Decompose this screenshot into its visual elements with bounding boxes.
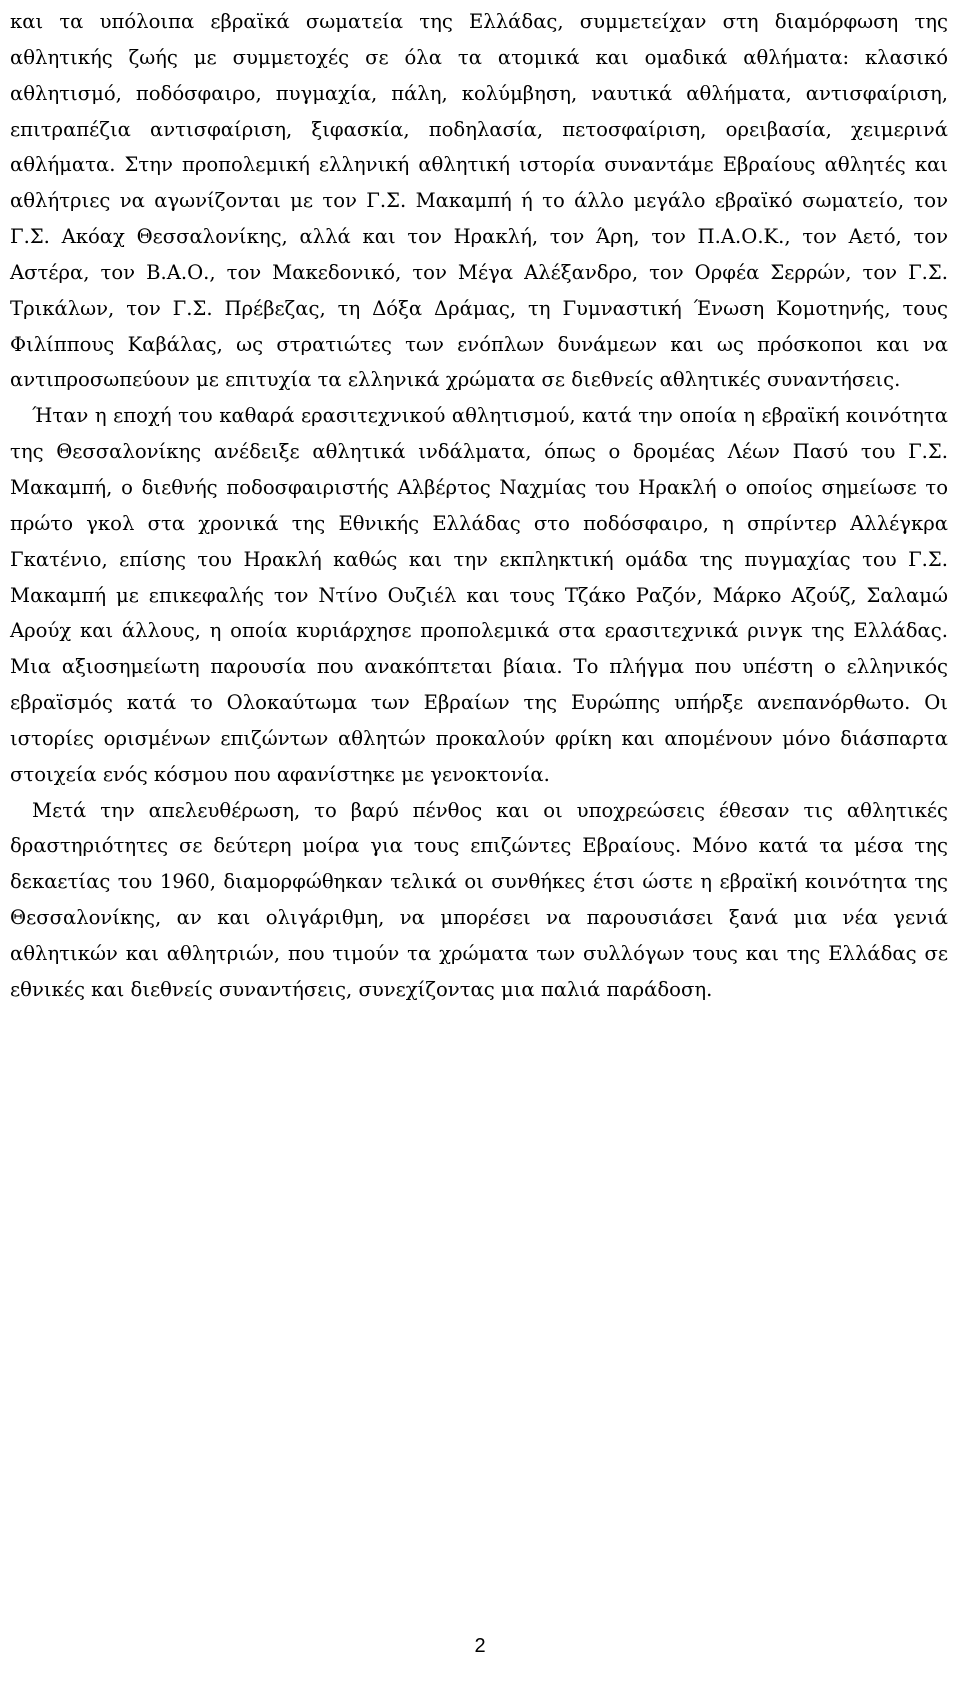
paragraph-amateur-era: Ήταν η εποχή του καθαρά ερασιτεχνικού αθλητισμού, κατά την οποία η εβραϊκή κοινότητα της Θεσσαλονίκης ανέδειξε αθλητικά ινδάλματα, όπως ο δρομέας Λέων Πασύ του Γ.Σ. Μακαμπή, ο διεθνής ποδοσφαιριστής Αλβέρτος Ναχμίας του Ηρακλή ο οποίος σημείωσε το πρώτο γκολ στα χρονικά της Εθνικής Ελλάδας στο ποδόσφαιρο, η σπρίντερ Αλλέγκρα Γκατένιο, επίσης του Ηρακλή καθώς και την εκπληκτική ομάδα της πυγμαχίας του Γ.Σ. Μακαμπή με επικεφαλής τον Ντίνο Ουζιέλ και τους Τζάκο Ραζόν, Μάρκο Αζούζ, Σαλαμώ Αρούχ και άλλους, η οποία κυριάρχησε προπολεμικά στα ερασιτεχνικά ρινγκ της Ελλάδας. Μια αξιοσημείωτη παρουσία που ανακόπτεται βίαια. Το πλήγμα που υπέστη ο ελληνικός εβραϊσμός κατά το Ολοκαύτωμα των Εβραίων της Ευρώπης υπήρξε ανεπανόρθωτο. Οι ιστορίες ορισμένων επιζώντων αθλητών προκαλούν φρίκη και απομένουν μόνο διάσπαρτα στοιχεία ενός κόσμου που αφανίστηκε με γενοκτονία. xyxy=(10,404,948,786)
document-page xyxy=(10,4,948,1008)
paragraph-post-liberation: Μετά την απελευθέρωση, το βαρύ πένθος και οι υποχρεώσεις έθεσαν τις αθλητικές δραστηριότητες σε δεύτερη μοίρα για τους επιζώντες Εβραίους. Μόνο κατά τα μέσα της δεκαετίας του 1960, διαμορφώθηκαν τελικά οι συνθήκες έτσι ώστε η εβραϊκή κοινότητα της Θεσσαλονίκης, αν και ολιγάριθμη, να μπορέσει να παρουσιάσει ξανά μια νέα γενιά αθλητικών και αθλητριών, που τιμούν τα χρώματα των συλλόγων τους και της Ελλάδας σε εθνικές και διεθνείς συναντήσεις, συνεχίζοντας μια παλιά παράδοση. xyxy=(10,798,948,1001)
paragraph-sports-clubs: και τα υπόλοιπα εβραϊκά σωματεία της Ελλάδας, συμμετείχαν στη διαμόρφωση της αθλητικής ζωής με συμμετοχές σε όλα τα ατομικά και ομαδικά αθλήματα: κλασικό αθλητισμό, ποδόσφαιρο, πυγμαχία, πάλη, κολύμβηση, ναυτικά αθλήματα, αντισφαίριση, επιτραπέζια αντισφαίριση, ξιφασκία, ποδηλασία, πετοσφαίριση, ορειβασία, χειμερινά αθλήματα. Στην προπολεμική ελληνική αθλητική ιστορία συναντάμε Εβραίους αθλητές και αθλήτριες να αγωνίζονται με τον Γ.Σ. Μακαμπή ή το άλλο μεγάλο εβραϊκό σωματείο, τον Γ.Σ. Ακόαχ Θεσσαλονίκης, αλλά και τον Ηρακλή, τον Άρη, τον Π.Α.Ο.Κ., τον Αετό, τον Αστέρα, τον Β.Α.Ο., τον Μακεδονικό, τον Μέγα Αλέξανδρο, τον Ορφέα Σερρών, τον Γ.Σ. Τρικάλων, τον Γ.Σ. Πρέβεζας, τη Δόξα Δράμας, τη Γυμναστική Ένωση Κομοτηνής, τους Φιλίππους Καβάλας, ως στρατιώτες των ενόπλων δυνάμεων και ως πρόσκοποι και να αντιπροσωπεύουν με επιτυχία τα ελληνικά χρώματα σε διεθνείς αθλητικές συναντήσεις. xyxy=(10,10,948,392)
page-number: 2 xyxy=(474,1635,486,1657)
